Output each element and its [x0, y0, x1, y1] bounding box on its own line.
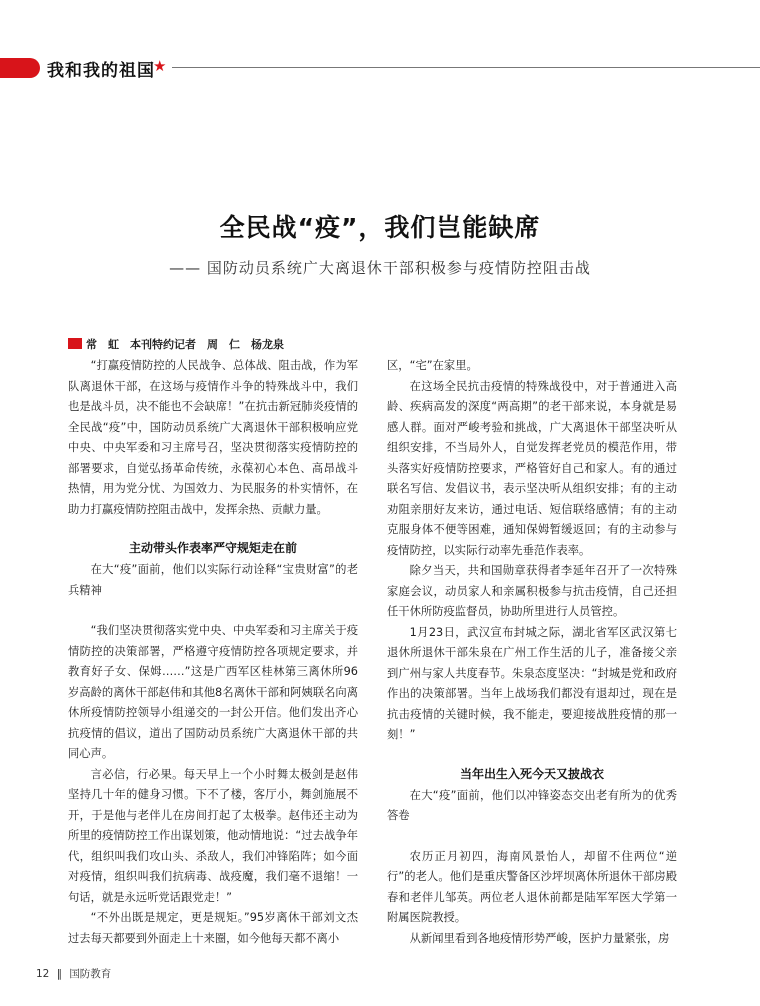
article-subtitle: —— 国防动员系统广大离退休干部积极参与疫情防控阻击战 — [169, 259, 591, 277]
star-icon: ★ — [153, 57, 167, 75]
paragraph: 1月23日，武汉宣布封城之际，湖北省军区武汉第七退休所退休干部朱泉在广州工作生活的儿子，准备接父亲到广州与家人共度春节。朱泉态度坚决：“封城是党和政府作出的决策部署。当年上战场我们都没有退却过，现在是抗击疫情的关键时候，我不能走，要迎接战胜疫情的那一刻！” — [387, 625, 677, 741]
paragraph: 除夕当天，共和国勋章获得者李延年召开了一次特殊家庭会议，动员家人和亲属积极参与抗击疫情，自己还担任干休所防疫监督员，协助所里进行人员管控。 — [387, 564, 677, 618]
section-heading: 主动带头作表率严守规矩走在前 — [128, 541, 297, 555]
section-title: 我和我的祖国 — [47, 61, 155, 81]
byline-authors: 常 虹 本刊特约记者 周 仁 杨龙泉 — [86, 338, 284, 351]
byline — [68, 336, 284, 352]
paragraph: 农历正月初四，海南风景怡人，却留不住两位“逆行”的老人。他们是重庆警备区沙坪坝离休所退休干部房殿春和老伴儿邹英。两位老人退休前都是陆军军医大学第一附属医院教授。 — [387, 849, 677, 924]
paragraph: 在这场全民抗击疫情的特殊战役中，对于普通进入高龄、疾病高发的深度“两高期”的老干部来说，本身就是易感人群。面对严峻考验和挑战，广大离退休干部坚决听从组织安排，不当局外人，自觉发挥老党员的模范作用，带头落实好疫情防控要求，严格管好自己和家人。有的通过联名写信、发倡议书，表示坚决听从组织安排；有的主动劝阻亲朋好友来访，通过电话、短信联络感情；有的主动克服身体不便等困难，通知保姆暂缓返回；有的主动参与疫情防控，以实际行动率先垂范作表率。 — [387, 379, 677, 557]
section-lead: 在大“疫”面前，他们以实际行动诠释“宝贵财富”的老兵精神 — [68, 563, 358, 597]
article-title: 全民战“疫”，我们岂能缺席 — [219, 213, 541, 242]
paragraph: 区，“宅”在家里。 — [387, 359, 478, 372]
page-footer — [36, 966, 111, 981]
left-column — [68, 356, 358, 949]
byline-flag-icon — [68, 338, 82, 349]
paragraph: “我们坚决贯彻落实党中央、中央军委和习主席关于疫情防控的决策部署，严格遵守疫情防控各项规定要求，并教育好子女、保姆……”这是广西军区桂林第三离休所96岁高龄的离休干部赵伟和其他8名离休干部和阿姨联名向离休所疫情防控领导小组递交的一封公开信。他们发出齐心抗疫情的倡议，道出了国防动员系统广大离退休干部的共同心声。 — [68, 624, 358, 760]
footer-separator: ‖ — [56, 968, 62, 980]
section-red-tab — [0, 58, 40, 78]
paragraph: “不外出既是规定，更是规矩。”95岁离休干部刘文杰过去每天都要到外面走上十来圈，如今他每天都不离小 — [68, 911, 358, 945]
header-rule — [172, 67, 760, 68]
paragraph: 言必信，行必果。每天早上一个小时舞太极剑是赵伟坚持几十年的健身习惯。下不了楼，客厅小，舞剑施展不开，于是他与老伴儿在房间打起了太极拳。赵伟还主动为所里的疫情防控工作出谋划策，他动情地说：“过去战争年代，组织叫我们攻山头、杀敌人，我们冲锋陷阵；如今面对疫情，组织叫我们抗病毒、战疫魔，我们毫不退缩！一句话，就是永远听党话跟党走！” — [68, 767, 358, 904]
right-column — [387, 356, 677, 949]
paragraph: “打赢疫情防控的人民战争、总体战、阻击战，作为军队离退休干部，在这场与疫情作斗争的特殊战斗中，我们也是战斗员，决不能也不会缺席！”在抗击新冠肺炎疫情的全民战“疫”中，国防动员系统广大离退休干部积极响应党中央、中央军委和习主席号召，坚决贯彻落实疫情防控的部署要求，自觉弘扬革命传统，永葆初心本色、高昂战斗热情，用为党分忧、为国效力、为民服务的朴实情怀，在助力打赢疫情防控阻击战中，发挥余热、贡献力量。 — [68, 359, 358, 516]
page-number: 12 — [36, 968, 50, 980]
magazine-name: 国防教育 — [69, 968, 112, 980]
section-lead: 在大“疫”面前，他们以冲锋姿态交出老有所为的优秀答卷 — [387, 788, 677, 822]
paragraph: 从新闻里看到各地疫情形势严峻，医护力量紧张，房 — [409, 931, 670, 945]
section-header — [0, 52, 760, 84]
section-heading: 当年出生入死今天又披战衣 — [459, 766, 604, 781]
